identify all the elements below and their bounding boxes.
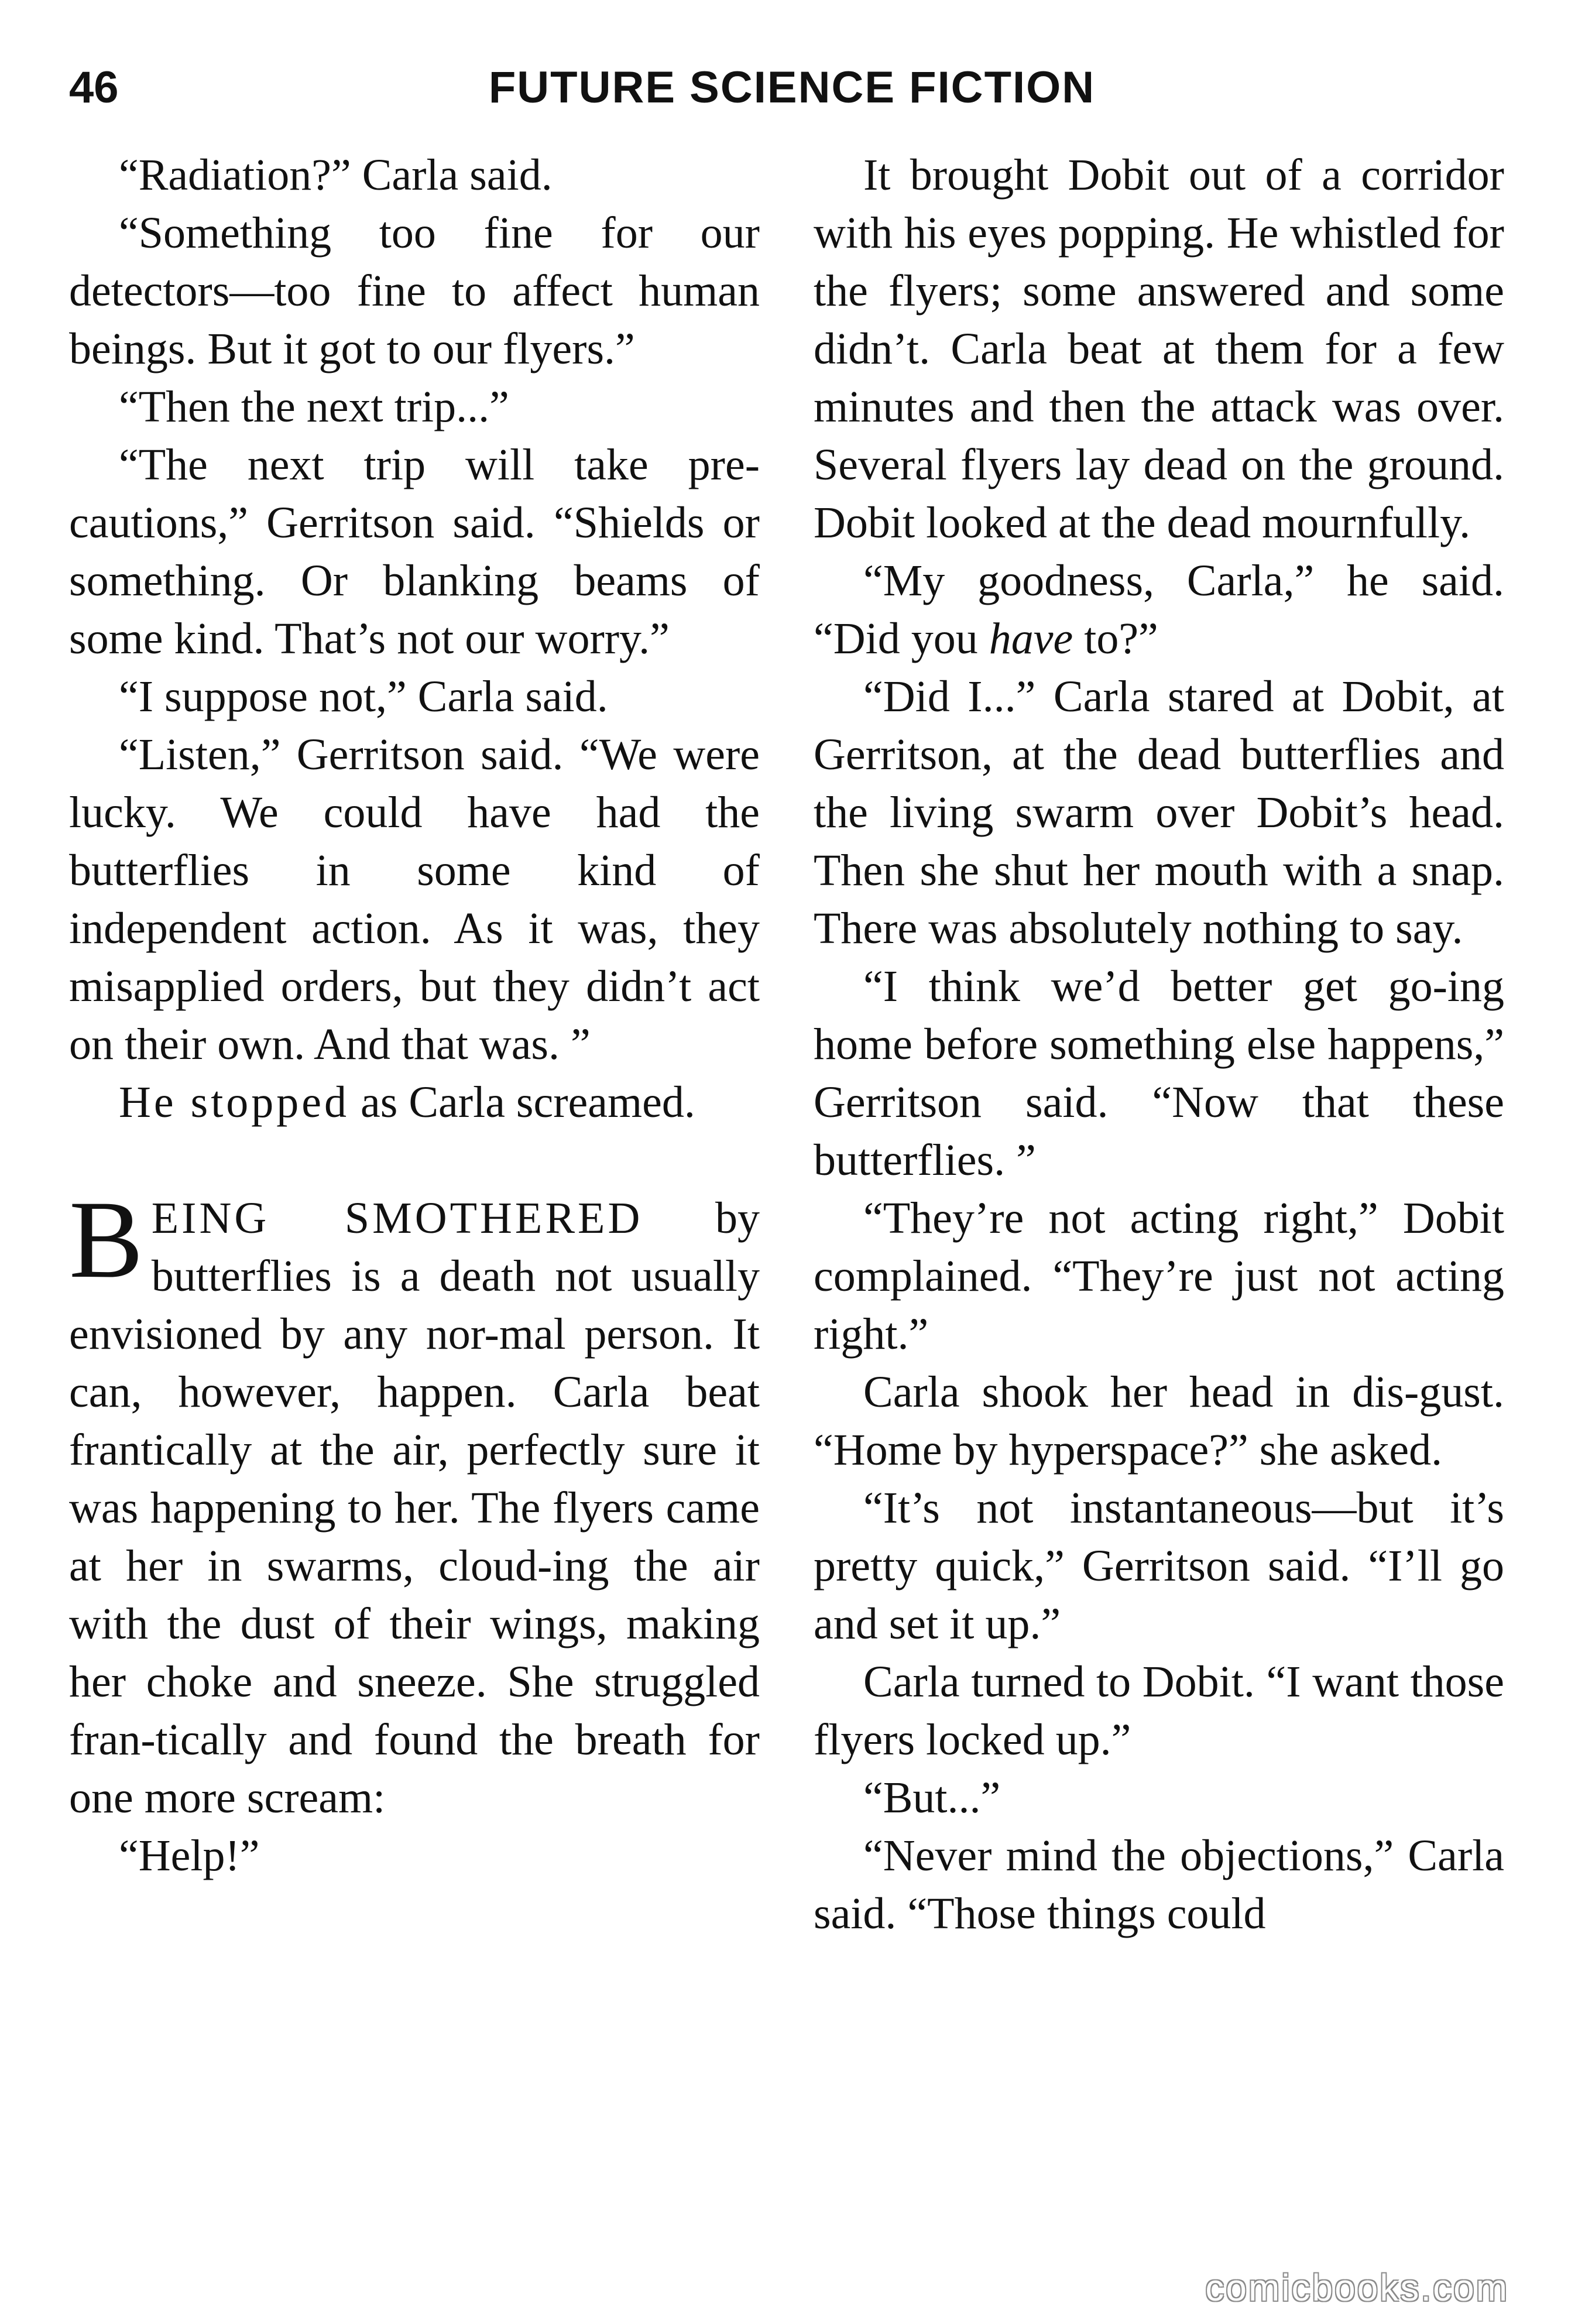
watermark-logo: comicbooks.com — [1205, 2267, 1509, 2309]
paragraph-text: by butterflies is a death not usually envisioned by any nor-mal person. It can, however, happen. Carla beat frantically at the air, perfectly sure it was happening to her. The flyers came at her in swarms, cloud-ing the air with the dust of their wings, making her choke and sneeze. She struggled fran-tically and found the breath for one more scream: — [69, 1194, 760, 1822]
paragraph: “I think we’d better get go-ing home before something else happens,” Gerritson said. “Now that these butterflies. ” — [814, 962, 1504, 1185]
paragraph: “Never mind the objections,” Carla said. “Those things could — [814, 1831, 1504, 1938]
paragraph — [69, 1074, 760, 1132]
paragraph: “Listen,” Gerritson said. “We were lucky. We could have had the butterflies in some kind of independent action. As it was, they misapplied orders, but they didn’t act on their own. And that was. ” — [69, 730, 760, 1069]
right-column — [814, 146, 1504, 1943]
paragraph: It brought Dobit out of a corridor with his eyes popping. He whistled for the flyers; some answered and some didn’t. Carla beat at them for a few minutes and then the attack was over. Several flyers lay dead on the ground. Dobit looked at the dead mournfully. — [814, 150, 1504, 547]
paragraph: Carla shook her head in dis-gust. “Home by hyperspace?” she asked. — [814, 1367, 1504, 1475]
paragraph: “Help!” — [119, 1831, 260, 1880]
paragraph: “I suppose not,” Carla said. — [119, 672, 608, 721]
left-column — [69, 146, 760, 1885]
paragraph: “It’s not instantaneous—but it’s pretty quick,” Gerritson said. “I’ll go and set it up.” — [814, 1483, 1504, 1648]
page-header — [69, 56, 1515, 120]
paragraph: “They’re not acting right,” Dobit complained. “They’re just not acting right.” — [814, 1194, 1504, 1359]
running-title: FUTURE SCIENCE FICTION — [488, 63, 1096, 112]
emphasized-word: have — [989, 614, 1073, 663]
paragraph — [814, 552, 1504, 668]
page-number: 46 — [69, 63, 119, 112]
section-break — [69, 1132, 760, 1190]
paragraph: “But...” — [863, 1773, 1001, 1822]
paragraph: “Did I...” Carla stared at Dobit, at Gerritson, at the dead butterflies and the living swarm over Dobit’s head. Then she shut her mouth with a snap. There was absolutely nothing to say. — [814, 672, 1504, 953]
paragraph: “Then the next trip...” — [119, 382, 509, 431]
small-caps-lead: EING SMOTHERED — [151, 1194, 643, 1243]
paragraph: “Something too fine for our detectors—too fine to affect human beings. But it got to our flyers.” — [69, 208, 760, 373]
paragraph: “The next trip will take pre-cautions,” Gerritson said. “Shields or something. Or blanking beams of some kind. That’s not our worry.” — [69, 440, 760, 663]
spaced-text: He stopped — [119, 1078, 350, 1127]
paragraph-text: as Carla screamed. — [361, 1078, 695, 1127]
paragraph-text: “My goodness, Carla,” he said. “Did you — [814, 556, 1504, 663]
paragraph: “Radiation?” Carla said. — [119, 150, 553, 200]
paragraph: Carla turned to Dobit. “I want those flyers locked up.” — [814, 1657, 1504, 1764]
section-opening-paragraph — [69, 1178, 760, 1827]
paragraph-text: to?” — [1084, 614, 1158, 663]
drop-cap: B — [69, 1178, 143, 1301]
